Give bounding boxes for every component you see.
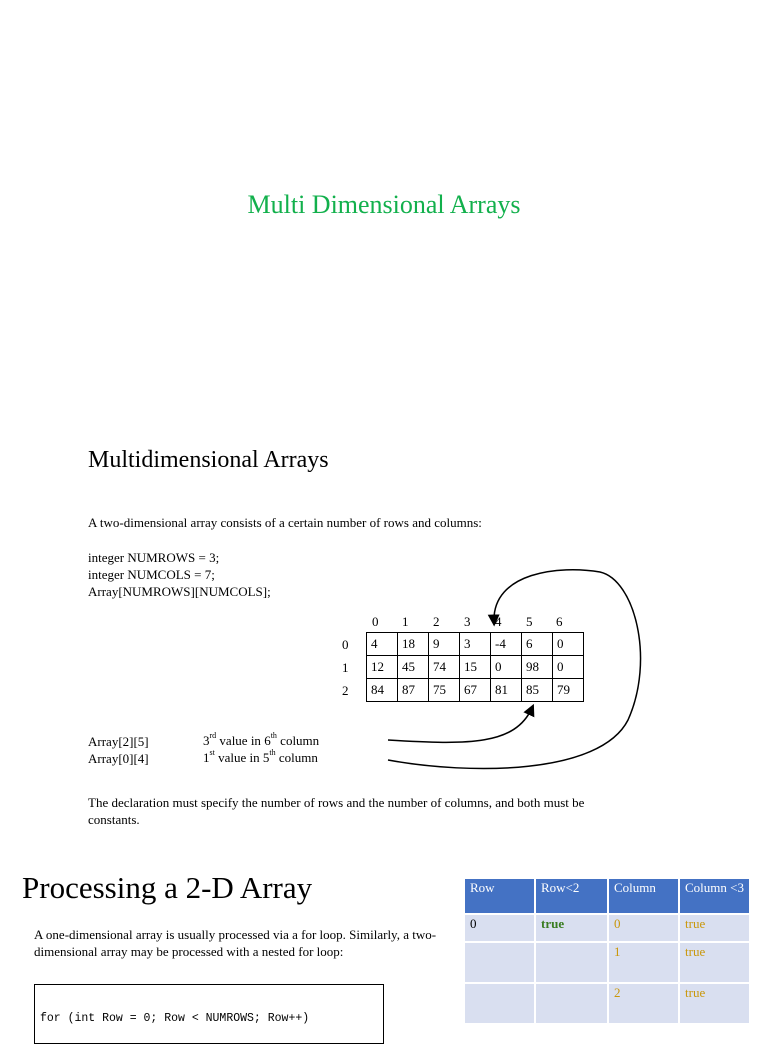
table-cell: 2 xyxy=(609,984,678,1023)
arrow-to-row2-col5 xyxy=(388,708,532,742)
column-index: 3 xyxy=(464,614,471,629)
grid-cell: 3 xyxy=(460,633,491,656)
column-index: 2 xyxy=(433,614,440,629)
code-line: Array[NUMROWS][NUMCOLS]; xyxy=(88,584,271,599)
table-header-row xyxy=(465,879,749,913)
code-box xyxy=(34,984,384,1044)
column-index: 5 xyxy=(526,614,533,629)
grid-cell: 74 xyxy=(429,656,460,679)
grid-cell: 9 xyxy=(429,633,460,656)
arrow-to-row0-col4 xyxy=(388,570,641,769)
grid-cell: 98 xyxy=(522,656,553,679)
table-cell xyxy=(465,943,534,982)
grid-cell: 85 xyxy=(522,679,553,702)
grid-cell: 6 xyxy=(522,633,553,656)
slide2-footer: The declaration must specify the number of rows and the number of columns, and both must be constants. xyxy=(88,795,585,827)
slide1-title: Multi Dimensional Arrays xyxy=(247,190,521,219)
code-line: integer NUMROWS = 3; xyxy=(88,550,220,565)
grid-cell: 81 xyxy=(491,679,522,702)
grid-cell: 75 xyxy=(429,679,460,702)
table-cell: true xyxy=(680,915,749,941)
column-index: 0 xyxy=(372,614,379,629)
column-index: 1 xyxy=(402,614,409,629)
loop-trace-table xyxy=(463,877,751,1025)
table-cell xyxy=(536,984,607,1023)
code-line: for (int Row = 0; Row < NUMROWS; Row++) xyxy=(40,1012,310,1025)
table-cell: 1 xyxy=(609,943,678,982)
table-cell: true xyxy=(536,915,607,941)
example-expr: Array[2][5] xyxy=(88,734,149,749)
table-cell: 0 xyxy=(609,915,678,941)
table-cell: true xyxy=(680,984,749,1023)
grid-cell: 84 xyxy=(367,679,398,702)
table-row xyxy=(465,943,749,982)
table-header: Row<2 xyxy=(536,879,607,913)
table-header: Row xyxy=(465,879,534,913)
grid-cell: 18 xyxy=(398,633,429,656)
grid-cell: 0 xyxy=(491,656,522,679)
slide3-text: A one-dimensional array is usually processed via a for loop. Similarly, a two-dimensional array may be processed with a nested for loop: xyxy=(34,927,437,959)
grid-cell: 4 xyxy=(367,633,398,656)
grid-cell: 45 xyxy=(398,656,429,679)
grid-cell: 0 xyxy=(553,633,584,656)
example-description: 3rd value in 6th column xyxy=(203,731,320,748)
example-expr: Array[0][4] xyxy=(88,751,149,766)
grid-cell: 0 xyxy=(553,656,584,679)
table-cell xyxy=(536,943,607,982)
grid-cell: 79 xyxy=(553,679,584,702)
table-header: Column xyxy=(609,879,678,913)
slide2-title: Multidimensional Arrays xyxy=(88,447,329,473)
grid-cell: 67 xyxy=(460,679,491,702)
column-index: 4 xyxy=(495,614,502,629)
table-cell: 0 xyxy=(465,915,534,941)
row-index: 0 xyxy=(342,637,349,652)
table-cell xyxy=(465,984,534,1023)
slide2-intro: A two-dimensional array consists of a certain number of rows and columns: xyxy=(88,515,482,530)
table-row xyxy=(465,915,749,941)
code-line: integer NUMCOLS = 7; xyxy=(88,567,215,582)
table-header: Column <3 xyxy=(680,879,749,913)
grid-cell: 12 xyxy=(367,656,398,679)
grid-cell: -4 xyxy=(491,633,522,656)
grid-cell: 15 xyxy=(460,656,491,679)
table-cell: true xyxy=(680,943,749,982)
column-index: 6 xyxy=(556,614,563,629)
slide3-title: Processing a 2-D Array xyxy=(22,870,313,905)
table-row xyxy=(465,984,749,1023)
row-index: 2 xyxy=(342,683,349,698)
example-description: 1st value in 5th column xyxy=(203,748,318,765)
grid-cell: 87 xyxy=(398,679,429,702)
row-index: 1 xyxy=(342,660,349,675)
